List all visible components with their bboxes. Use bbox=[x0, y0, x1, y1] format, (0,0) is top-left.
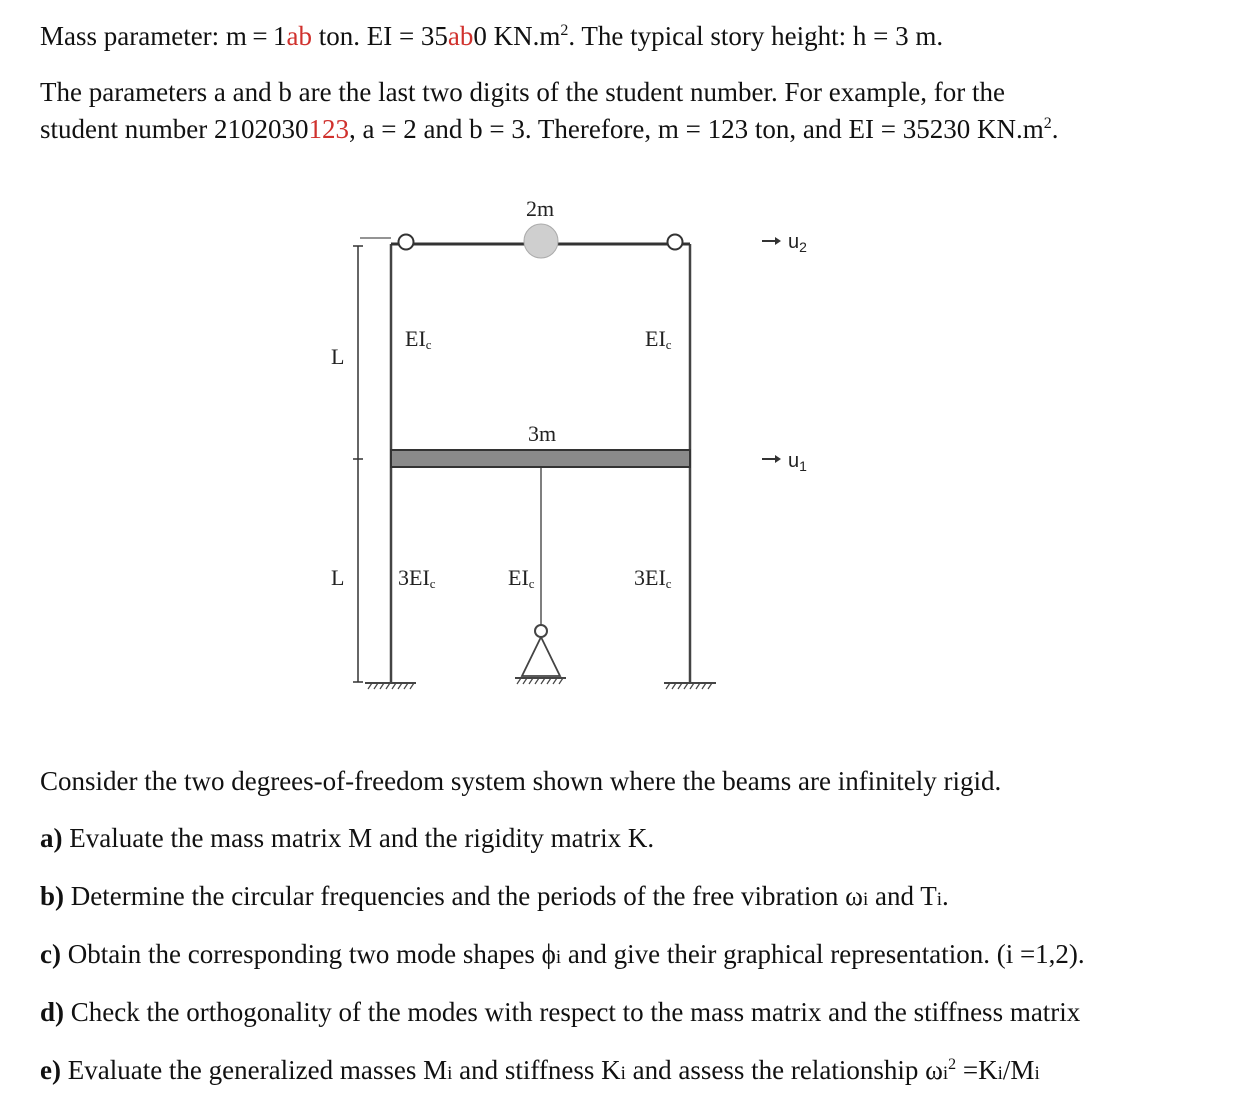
u1-label: $u_1$ bbox=[788, 450, 807, 474]
ei-lower-left-label: 3EIc bbox=[398, 565, 436, 591]
top-right-hinge bbox=[668, 235, 683, 250]
middle-pinned-support bbox=[515, 625, 566, 684]
example-text-2: , a = 2 and b = 3. Therefore, m = 123 ton, and EI = 35230 KN.m bbox=[348, 114, 1044, 144]
question-e: e) Evaluate the generalized masses Mi and stiffness Ki and assess the relationship $\omega i^2 =Ki/Mi$ bbox=[40, 1055, 1040, 1085]
u2-arrow bbox=[762, 237, 781, 245]
question-d bbox=[40, 996, 1080, 1028]
units-superscript: 2 bbox=[560, 22, 569, 39]
ei-upper-left-label: EIc bbox=[405, 326, 432, 352]
question-c-label: c) bbox=[40, 939, 61, 969]
example-text-3: . bbox=[1051, 114, 1059, 144]
example-superscript: 2 bbox=[1043, 115, 1052, 132]
mass-param-text-1: Mass parameter: m = 1 bbox=[40, 21, 287, 51]
floor-beam bbox=[391, 450, 690, 467]
intro-text: Consider the two degrees-of-freedom system shown where the beams are infinitely rigid. bbox=[40, 766, 1002, 796]
question-a bbox=[40, 822, 654, 854]
ei-lower-right-label: 3EIc bbox=[634, 565, 672, 591]
top-mass-label: 2m bbox=[526, 196, 555, 221]
dimension-line bbox=[353, 246, 363, 682]
left-fixed-support bbox=[365, 683, 416, 689]
ei-lower-mid-label: EIc bbox=[508, 565, 535, 591]
parameters-explanation-line: The parameters a and b are the last two digits of the student number. For example, for the bbox=[40, 77, 1005, 107]
question-b-label: b) bbox=[40, 881, 65, 911]
top-mass bbox=[524, 224, 558, 258]
question-c: c) Obtain the corresponding two mode shapes ϕi and give their graphical representation. (i =1,2). bbox=[40, 939, 1085, 969]
story-height-label-upper: L bbox=[331, 344, 345, 369]
u1-arrow bbox=[762, 455, 781, 463]
mass-param-text-2: ton. EI = 35 bbox=[311, 21, 448, 51]
ei-param-ab: ab bbox=[447, 21, 474, 51]
right-fixed-support bbox=[664, 683, 716, 689]
u2-label: $u_2$ bbox=[788, 231, 807, 255]
question-d-label: d) bbox=[40, 997, 65, 1027]
question-a-label: a) bbox=[40, 823, 63, 853]
example-highlight: 123 bbox=[308, 114, 349, 144]
ei-upper-right-label: EIc bbox=[645, 326, 672, 352]
story-height-label-lower: L bbox=[331, 565, 345, 590]
mass-param-text-3: 0 KN.m bbox=[473, 21, 561, 51]
question-a-text: Evaluate the mass matrix M and the rigidity matrix K. bbox=[62, 823, 655, 853]
top-left-hinge bbox=[399, 235, 414, 250]
question-e-label: e) bbox=[40, 1055, 61, 1085]
question-b: b) Determine the circular frequencies and the periods of the free vibration ωi and Ti. bbox=[40, 881, 949, 911]
mass-param-text-4: . The typical story height: h = 3 m. bbox=[568, 21, 944, 51]
example-text-1: student number 2102030 bbox=[40, 114, 309, 144]
floor-mass-label: 3m bbox=[528, 421, 557, 446]
question-d-text: Check the orthogonality of the modes with respect to the mass matrix and the stiffness matrix bbox=[64, 997, 1081, 1027]
mass-param-ab: ab bbox=[286, 21, 312, 51]
